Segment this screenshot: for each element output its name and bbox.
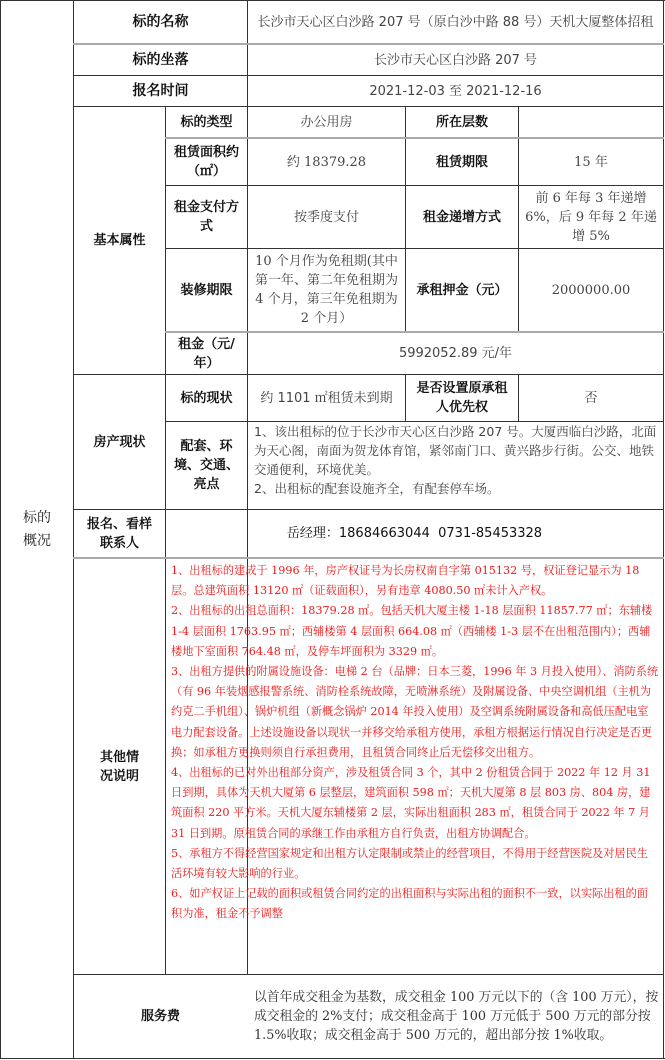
term-label: 租赁期限 [435,154,488,170]
payment-label: 租金支付方式 [174,200,240,234]
signup-time-value: 2021-12-03 至 2021-12-16 [369,83,542,99]
note-item: 3、出租方提供的附属设施设备：电梯 2 台（品牌：日本三菱，1996 年 3 月投入使用）、消防系统（有 96 年装烟感报警系统、消防栓系统故障，无喷淋系统）及附属设备、中央空调机组（主机为约克二手机组）、锅炉机组（新概念锅炉 2014 年投入使用）及空调系统附属设备和高低压配电室电力配套设备。上述设施设备以现状一并移交给承租方使用，承租方根据运行情况自行决定是否更换；如承租方更换则须自行承担费用，且租赁合同终止后无偿移交出租方。 [171,665,659,759]
rent-value: 5992052.89 元/年 [398,346,513,361]
basic-group-label: 基本属性 [93,233,146,248]
env-value [248,422,663,509]
increase-label: 租金递增方式 [422,209,501,225]
floor-label: 所在层数 [435,114,488,130]
status-value: 约 1101 ㎡租赁未到期 [260,390,393,406]
contact-label: 报名、看样联系人 [86,516,152,551]
signup-time-label: 报名时间 [132,82,189,99]
note-item: 5、承租方不得经营国家规定和出租方认定限制或禁止的经营项目，不得用于经营医院及对居民生活环境有较大影响的行业。 [171,846,648,881]
area-label: 租赁面积约（㎡） [174,145,240,179]
increase-value: 前 6 年每 3 年递增 6%，后 9 年每 2 年递增 5% [525,190,657,244]
deposit-label: 承租押金（元） [416,282,508,298]
note-item: 2、出租标的出租总面积：18379.28 ㎡。包括天机大厦主楼 1-18 层面积 11857.77 ㎡；东辅楼 1-4 层面积 1763.95 ㎡；西辅楼第 4 层面积 664.08 ㎡（西辅楼 1-3 层不在出租范围内）；西辅楼地下室面积 764.48 ㎡，及停车坪面积为 3329 ㎡。 [171,604,653,658]
outer-label-text: 标的 概况 [23,510,51,549]
property-group-label: 房产现状 [93,434,146,450]
name-label: 标的名称 [132,14,189,30]
rent-label: 租金（元/年） [178,336,235,371]
renovation-value: 10 个月作为免租期(其中第一年、第二年免租期为 4 个月，第三年免租期为 2 个月） [254,254,398,326]
type-value: 办公用房 [300,114,353,130]
term-value: 15 年 [574,154,608,170]
env-line: 1、该出租标的位于长沙市天心区白沙路 207 号。大厦西临白沙路，北面为天心阁，南面为贺龙体育馆，紧邻南门口、黄兴路步行街。公交、地铁交通便利，环境优美。 [254,424,657,477]
service-fee-value: 以首年成交租金为基数，成交租金 100 万元以下的（含 100 万元），按成交租金的 2%支付；成交租金高于 100 万元低于 500 万元的部分按 1.5%收取；成交租金高于 500 万元的，超出部分按 1%收取。 [254,990,659,1043]
renovation-label: 装修期限 [180,282,233,298]
env-line: 2、出租标的配套设施齐全，有配套停车场。 [254,481,500,496]
location-label: 标的坐落 [132,51,189,68]
floor-value [519,107,663,137]
outer-label [1,490,73,570]
border-right [663,0,664,1059]
location-value: 长沙市天心区白沙路 207 号 [373,52,538,68]
other-notes [166,559,663,974]
priority-label: 是否设置原承租人优先权 [416,381,508,415]
note-item: 4、出租标的已对外出租部分资产，涉及租赁合同 3 个，其中 2 份租赁合同于 2022 年 12 月 31 日到期，具体为天机大厦第 6 层整层，建筑面积 598 ㎡；天机大厦第 8 层 803 房、804 房，建筑面积 220 平方米。天机大厦东辅楼第 2 层，实际出租面积 283 ㎡，租赁合同于 2022 年 7 月 31 日到期。原租赁合同的承继工作由承租方自行负责，出租方协调配合。 [171,766,651,840]
deposit-value: 2000000.00 [551,282,631,298]
contact-value: 岳经理：18684663044 0731-85453328 [286,526,543,541]
other-label: 其他情况说明 [99,749,139,784]
service-fee-label: 服务费 [140,1009,180,1024]
env-label: 配套、环境、交通、亮点 [173,439,239,492]
payment-value: 按季度支付 [293,209,359,225]
priority-value: 否 [584,390,598,406]
type-label: 标的类型 [180,114,233,130]
status-label: 标的现状 [180,390,233,406]
border-bottom [0,1058,665,1059]
name-value: 长沙市天心区白沙路 207 号（原白沙中路 88 号）天机大厦整体招租 [257,15,654,30]
area-value: 约 18379.28 [286,154,367,170]
note-item: 1、出租标的建成于 1996 年，房产权证号为长房权南自字第 015132 号，权证登记显示为 18 层。总建筑面积 13120 ㎡（证载面积），另有违章 4080.50 ㎡未计入产权。 [171,564,640,598]
note-item: 6、如产权证上记载的面积或租赁合同约定的出租面积与实际出租的面积不一致，以实际出租的面积为准，租金不予调整 [171,887,648,921]
